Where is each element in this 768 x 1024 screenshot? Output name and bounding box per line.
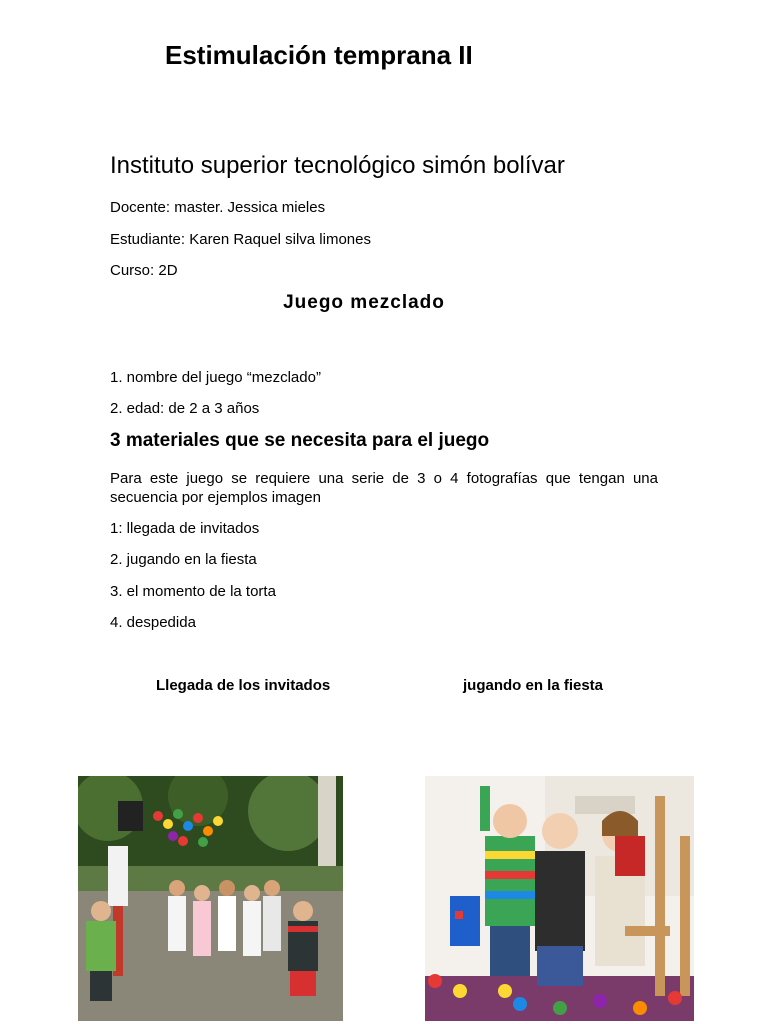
materials-heading: 3 materiales que se necesita para el juego (110, 430, 490, 451)
kids-playing-photo (425, 776, 694, 1021)
game-title: Juego mezclado (283, 292, 445, 313)
material-item-1: 1: llegada de invitados (110, 520, 260, 537)
student-line: Estudiante: Karen Raquel silva limones (110, 231, 371, 248)
material-item-4: 4. despedida (110, 614, 196, 631)
party-arrival-photo (78, 776, 343, 1021)
teacher-line: Docente: master. Jessica mieles (110, 199, 326, 216)
institution-name: Instituto superior tecnológico simón bolívar (110, 152, 565, 179)
materials-description: Para este juego se requiere una serie de 3 o 4 fotografías que tengan una secuencia por ejemplos imagen (110, 470, 658, 506)
game-detail-name: 1. nombre del juego “mezclado” (110, 369, 321, 386)
photo-caption-arrival: Llegada de los invitados (156, 677, 331, 694)
course-line: Curso: 2D (110, 262, 178, 279)
material-item-3: 3. el momento de la torta (110, 583, 276, 600)
photo-caption-playing: jugando en la fiesta (463, 677, 604, 694)
game-detail-age: 2. edad: de 2 a 3 años (110, 400, 260, 417)
document-title: Estimulación temprana II (165, 40, 473, 70)
material-item-2: 2. jugando en la fiesta (110, 551, 257, 568)
